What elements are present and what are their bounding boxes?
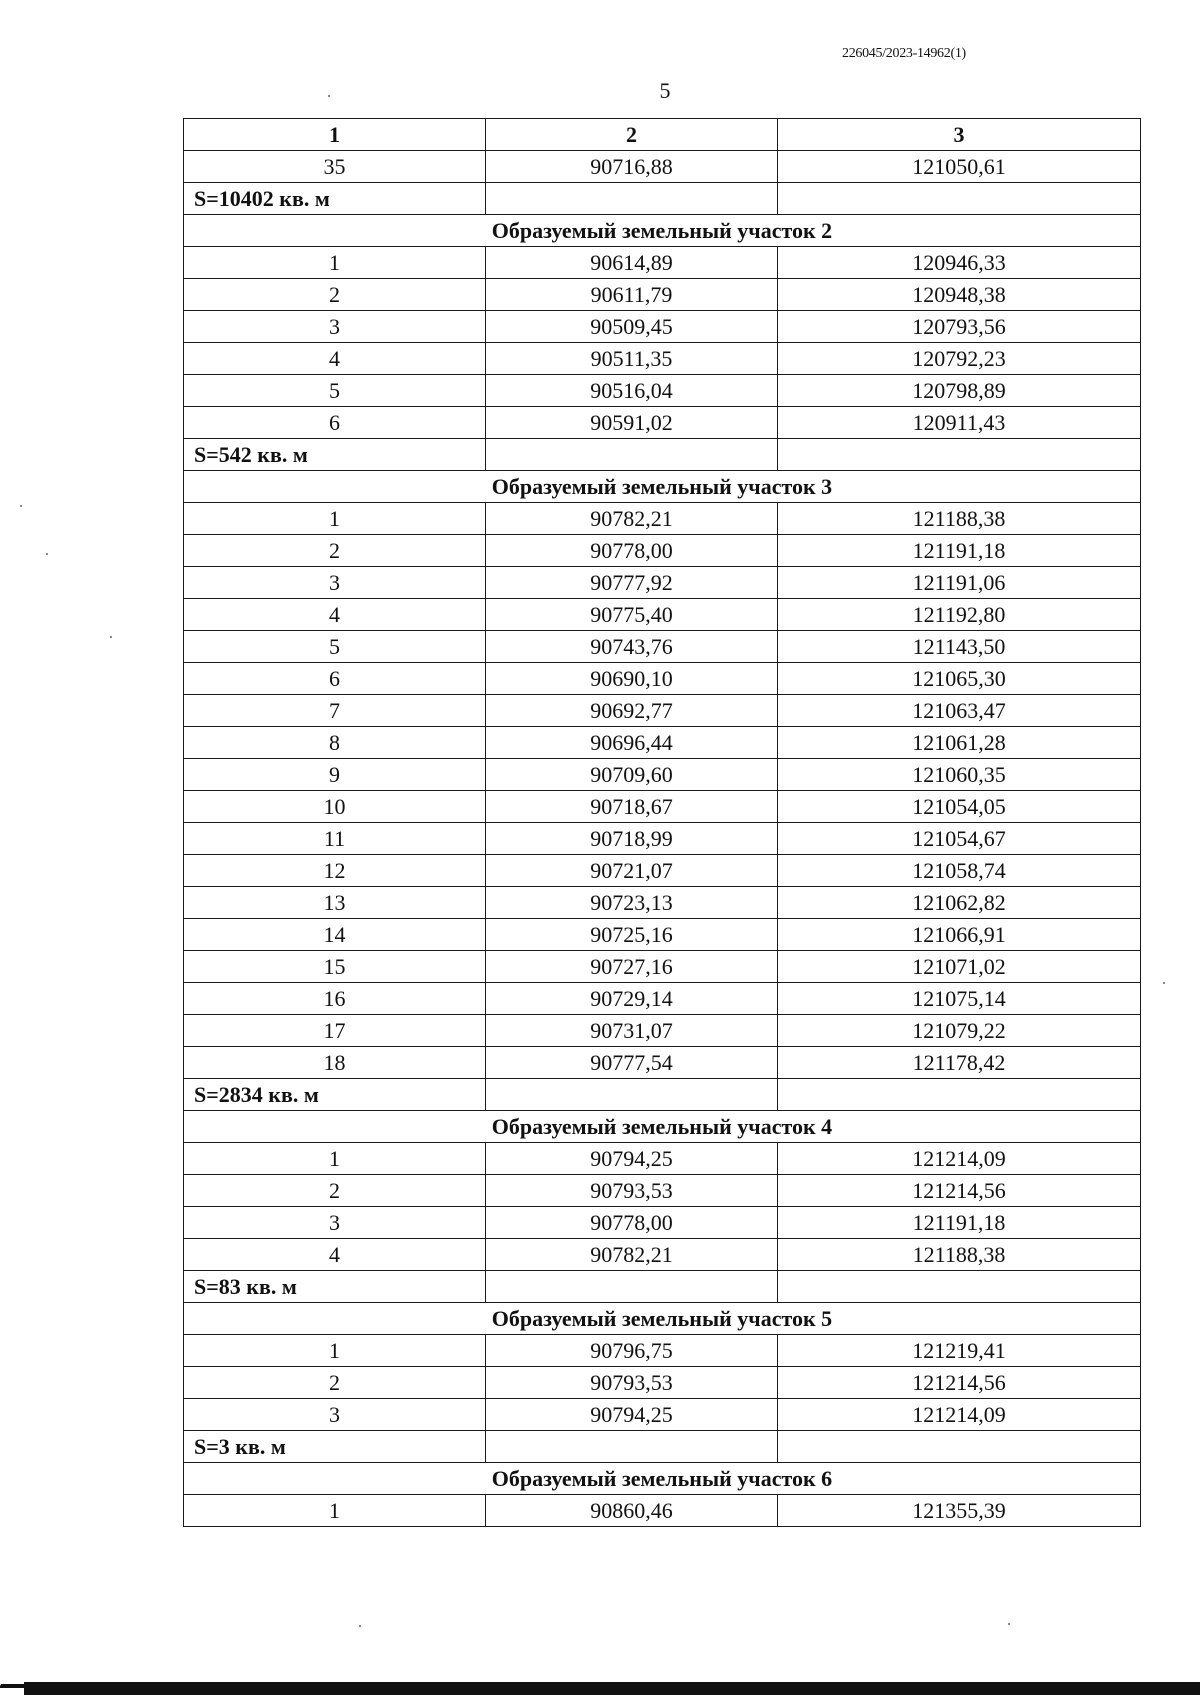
table-row bbox=[184, 151, 1141, 183]
table-row bbox=[184, 247, 1141, 279]
scan-edge-bar bbox=[24, 1682, 1200, 1695]
scan-speck bbox=[359, 1625, 361, 1627]
y-coordinate-cell: 121050,61 bbox=[778, 151, 1141, 183]
table-row bbox=[184, 919, 1141, 951]
table-row bbox=[184, 791, 1141, 823]
x-coordinate-cell: 90709,60 bbox=[486, 759, 778, 791]
x-coordinate-cell: 90614,89 bbox=[486, 247, 778, 279]
table-row bbox=[184, 1335, 1141, 1367]
section-row bbox=[184, 1463, 1141, 1495]
section-title: Образуемый земельный участок 2 bbox=[184, 215, 1141, 247]
point-number-cell: 2 bbox=[184, 1175, 486, 1207]
point-number-cell: 35 bbox=[184, 151, 486, 183]
table-row bbox=[184, 1207, 1141, 1239]
point-number-cell: 3 bbox=[184, 567, 486, 599]
section-row bbox=[184, 1111, 1141, 1143]
point-number-cell: 9 bbox=[184, 759, 486, 791]
x-coordinate-cell: 90794,25 bbox=[486, 1399, 778, 1431]
y-coordinate-cell: 121188,38 bbox=[778, 1239, 1141, 1271]
x-coordinate-cell: 90723,13 bbox=[486, 887, 778, 919]
point-number-cell: 6 bbox=[184, 407, 486, 439]
section-row bbox=[184, 1303, 1141, 1335]
y-coordinate-cell: 121191,18 bbox=[778, 1207, 1141, 1239]
table-row bbox=[184, 887, 1141, 919]
scan-speck bbox=[20, 505, 22, 507]
column-header: 2 bbox=[486, 119, 778, 151]
y-coordinate-cell: 121054,67 bbox=[778, 823, 1141, 855]
x-coordinate-cell: 90591,02 bbox=[486, 407, 778, 439]
area-cell: S=10402 кв. м bbox=[184, 183, 486, 215]
point-number-cell: 1 bbox=[184, 247, 486, 279]
y-coordinate-cell: 120946,33 bbox=[778, 247, 1141, 279]
point-number-cell: 4 bbox=[184, 343, 486, 375]
y-coordinate-cell: 121079,22 bbox=[778, 1015, 1141, 1047]
point-number-cell: 14 bbox=[184, 919, 486, 951]
empty-cell bbox=[486, 439, 778, 471]
area-cell: S=542 кв. м bbox=[184, 439, 486, 471]
empty-cell bbox=[486, 1079, 778, 1111]
table-row bbox=[184, 1143, 1141, 1175]
x-coordinate-cell: 90509,45 bbox=[486, 311, 778, 343]
point-number-cell: 2 bbox=[184, 535, 486, 567]
x-coordinate-cell: 90690,10 bbox=[486, 663, 778, 695]
point-number-cell: 1 bbox=[184, 503, 486, 535]
y-coordinate-cell: 121071,02 bbox=[778, 951, 1141, 983]
table-row bbox=[184, 535, 1141, 567]
y-coordinate-cell: 120948,38 bbox=[778, 279, 1141, 311]
table-row bbox=[184, 407, 1141, 439]
area-row bbox=[184, 183, 1141, 215]
y-coordinate-cell: 121188,38 bbox=[778, 503, 1141, 535]
area-row bbox=[184, 439, 1141, 471]
y-coordinate-cell: 121191,06 bbox=[778, 567, 1141, 599]
x-coordinate-cell: 90782,21 bbox=[486, 1239, 778, 1271]
y-coordinate-cell: 121178,42 bbox=[778, 1047, 1141, 1079]
y-coordinate-cell: 121065,30 bbox=[778, 663, 1141, 695]
table-row bbox=[184, 759, 1141, 791]
area-row bbox=[184, 1271, 1141, 1303]
table-row bbox=[184, 1399, 1141, 1431]
x-coordinate-cell: 90793,53 bbox=[486, 1175, 778, 1207]
empty-cell bbox=[778, 183, 1141, 215]
x-coordinate-cell: 90729,14 bbox=[486, 983, 778, 1015]
y-coordinate-cell: 121355,39 bbox=[778, 1495, 1141, 1527]
area-cell: S=3 кв. м bbox=[184, 1431, 486, 1463]
point-number-cell: 1 bbox=[184, 1495, 486, 1527]
table-row bbox=[184, 343, 1141, 375]
point-number-cell: 8 bbox=[184, 727, 486, 759]
x-coordinate-cell: 90794,25 bbox=[486, 1143, 778, 1175]
y-coordinate-cell: 121060,35 bbox=[778, 759, 1141, 791]
x-coordinate-cell: 90775,40 bbox=[486, 599, 778, 631]
table-row bbox=[184, 983, 1141, 1015]
x-coordinate-cell: 90696,44 bbox=[486, 727, 778, 759]
point-number-cell: 7 bbox=[184, 695, 486, 727]
point-number-cell: 5 bbox=[184, 375, 486, 407]
point-number-cell: 18 bbox=[184, 1047, 486, 1079]
x-coordinate-cell: 90778,00 bbox=[486, 1207, 778, 1239]
point-number-cell: 3 bbox=[184, 1207, 486, 1239]
x-coordinate-cell: 90860,46 bbox=[486, 1495, 778, 1527]
y-coordinate-cell: 120911,43 bbox=[778, 407, 1141, 439]
table-row bbox=[184, 855, 1141, 887]
y-coordinate-cell: 120793,56 bbox=[778, 311, 1141, 343]
x-coordinate-cell: 90516,04 bbox=[486, 375, 778, 407]
table-row bbox=[184, 1175, 1141, 1207]
table-row bbox=[184, 503, 1141, 535]
scan-speck bbox=[110, 636, 112, 638]
column-header: 1 bbox=[184, 119, 486, 151]
y-coordinate-cell: 121191,18 bbox=[778, 535, 1141, 567]
table-row bbox=[184, 279, 1141, 311]
y-coordinate-cell: 121143,50 bbox=[778, 631, 1141, 663]
y-coordinate-cell: 121192,80 bbox=[778, 599, 1141, 631]
table-row bbox=[184, 599, 1141, 631]
x-coordinate-cell: 90721,07 bbox=[486, 855, 778, 887]
point-number-cell: 2 bbox=[184, 1367, 486, 1399]
table-row bbox=[184, 951, 1141, 983]
x-coordinate-cell: 90716,88 bbox=[486, 151, 778, 183]
point-number-cell: 2 bbox=[184, 279, 486, 311]
point-number-cell: 3 bbox=[184, 311, 486, 343]
x-coordinate-cell: 90725,16 bbox=[486, 919, 778, 951]
section-row bbox=[184, 471, 1141, 503]
x-coordinate-cell: 90777,54 bbox=[486, 1047, 778, 1079]
point-number-cell: 5 bbox=[184, 631, 486, 663]
table-row bbox=[184, 311, 1141, 343]
y-coordinate-cell: 121214,56 bbox=[778, 1367, 1141, 1399]
empty-cell bbox=[778, 1079, 1141, 1111]
table-row bbox=[184, 1495, 1141, 1527]
table-row bbox=[184, 375, 1141, 407]
table-row bbox=[184, 1239, 1141, 1271]
point-number-cell: 3 bbox=[184, 1399, 486, 1431]
point-number-cell: 12 bbox=[184, 855, 486, 887]
table-row bbox=[184, 567, 1141, 599]
y-coordinate-cell: 121214,09 bbox=[778, 1143, 1141, 1175]
y-coordinate-cell: 120792,23 bbox=[778, 343, 1141, 375]
table-row bbox=[184, 695, 1141, 727]
scan-speck bbox=[328, 95, 330, 97]
section-title: Образуемый земельный участок 5 bbox=[184, 1303, 1141, 1335]
coordinates-table bbox=[183, 118, 1141, 1527]
point-number-cell: 13 bbox=[184, 887, 486, 919]
empty-cell bbox=[778, 1271, 1141, 1303]
scan-speck bbox=[1163, 982, 1165, 984]
area-row bbox=[184, 1431, 1141, 1463]
y-coordinate-cell: 121054,05 bbox=[778, 791, 1141, 823]
x-coordinate-cell: 90718,67 bbox=[486, 791, 778, 823]
empty-cell bbox=[486, 183, 778, 215]
point-number-cell: 10 bbox=[184, 791, 486, 823]
empty-cell bbox=[486, 1271, 778, 1303]
table-row bbox=[184, 727, 1141, 759]
y-coordinate-cell: 121058,74 bbox=[778, 855, 1141, 887]
y-coordinate-cell: 121061,28 bbox=[778, 727, 1141, 759]
x-coordinate-cell: 90793,53 bbox=[486, 1367, 778, 1399]
empty-cell bbox=[778, 1431, 1141, 1463]
point-number-cell: 15 bbox=[184, 951, 486, 983]
empty-cell bbox=[778, 439, 1141, 471]
scan-speck bbox=[46, 553, 48, 555]
y-coordinate-cell: 121075,14 bbox=[778, 983, 1141, 1015]
section-row bbox=[184, 215, 1141, 247]
table-row bbox=[184, 663, 1141, 695]
x-coordinate-cell: 90782,21 bbox=[486, 503, 778, 535]
x-coordinate-cell: 90777,92 bbox=[486, 567, 778, 599]
section-title: Образуемый земельный участок 4 bbox=[184, 1111, 1141, 1143]
table-row bbox=[184, 1367, 1141, 1399]
table-row bbox=[184, 1015, 1141, 1047]
y-coordinate-cell: 121214,56 bbox=[778, 1175, 1141, 1207]
point-number-cell: 6 bbox=[184, 663, 486, 695]
section-title: Образуемый земельный участок 6 bbox=[184, 1463, 1141, 1495]
x-coordinate-cell: 90796,75 bbox=[486, 1335, 778, 1367]
x-coordinate-cell: 90778,00 bbox=[486, 535, 778, 567]
column-header: 3 bbox=[778, 119, 1141, 151]
scan-speck bbox=[1008, 1623, 1010, 1625]
table-row bbox=[184, 823, 1141, 855]
table-header-row bbox=[184, 119, 1141, 151]
point-number-cell: 16 bbox=[184, 983, 486, 1015]
page-number: 5 bbox=[659, 78, 671, 103]
point-number-cell: 11 bbox=[184, 823, 486, 855]
area-cell: S=2834 кв. м bbox=[184, 1079, 486, 1111]
y-coordinate-cell: 121219,41 bbox=[778, 1335, 1141, 1367]
y-coordinate-cell: 121063,47 bbox=[778, 695, 1141, 727]
area-row bbox=[184, 1079, 1141, 1111]
x-coordinate-cell: 90718,99 bbox=[486, 823, 778, 855]
table-row bbox=[184, 631, 1141, 663]
y-coordinate-cell: 121066,91 bbox=[778, 919, 1141, 951]
point-number-cell: 4 bbox=[184, 1239, 486, 1271]
x-coordinate-cell: 90731,07 bbox=[486, 1015, 778, 1047]
point-number-cell: 17 bbox=[184, 1015, 486, 1047]
x-coordinate-cell: 90727,16 bbox=[486, 951, 778, 983]
point-number-cell: 1 bbox=[184, 1335, 486, 1367]
area-cell: S=83 кв. м bbox=[184, 1271, 486, 1303]
point-number-cell: 1 bbox=[184, 1143, 486, 1175]
table-row bbox=[184, 1047, 1141, 1079]
y-coordinate-cell: 121062,82 bbox=[778, 887, 1141, 919]
y-coordinate-cell: 121214,09 bbox=[778, 1399, 1141, 1431]
x-coordinate-cell: 90511,35 bbox=[486, 343, 778, 375]
section-title: Образуемый земельный участок 3 bbox=[184, 471, 1141, 503]
x-coordinate-cell: 90611,79 bbox=[486, 279, 778, 311]
document-id: 226045/2023-14962(1) bbox=[842, 46, 966, 61]
x-coordinate-cell: 90692,77 bbox=[486, 695, 778, 727]
point-number-cell: 4 bbox=[184, 599, 486, 631]
y-coordinate-cell: 120798,89 bbox=[778, 375, 1141, 407]
empty-cell bbox=[486, 1431, 778, 1463]
x-coordinate-cell: 90743,76 bbox=[486, 631, 778, 663]
